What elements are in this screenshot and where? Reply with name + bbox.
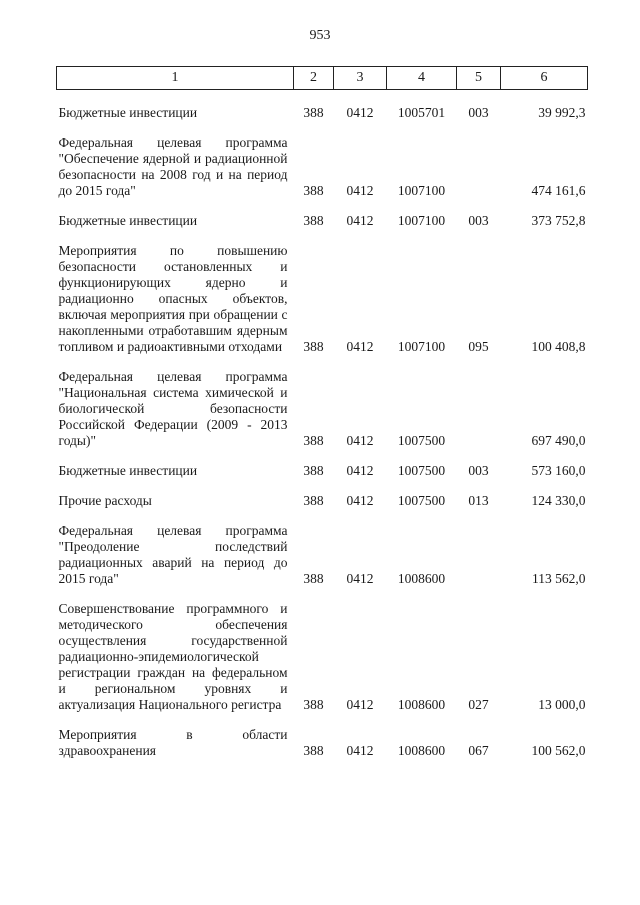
row-code-4: 1007100 bbox=[397, 339, 446, 354]
row-code-2: 388 bbox=[303, 697, 324, 712]
column-header-4: 4 bbox=[387, 67, 457, 90]
row-code-4: 1007500 bbox=[397, 493, 446, 508]
row-amount: 373 752,8 bbox=[531, 213, 586, 228]
row-code-5: 013 bbox=[468, 493, 489, 508]
table-row bbox=[57, 587, 588, 713]
row-code-2: 388 bbox=[303, 493, 324, 508]
row-name: Мероприятия в области здравоохранения bbox=[58, 727, 288, 758]
row-code-3: 0412 bbox=[346, 105, 374, 120]
row-code-3: 0412 bbox=[346, 183, 374, 198]
row-code-4: 1007500 bbox=[397, 433, 446, 448]
row-name: Совершенствование программного и методического обеспечения осуществления государственной радиационно-эпидемиологической регистрации граждан на федеральном и региональном уровнях и актуализация Национального регистра bbox=[58, 601, 288, 712]
row-code-2: 388 bbox=[303, 213, 324, 228]
row-name: Мероприятия по повышению безопасности остановленных и функционирующих ядерно и радиационно опасных объектов, включая мероприятия при обращении с накопленными отработавшим ядерным топливом и радиоактивными отходами bbox=[58, 243, 288, 354]
row-code-5 bbox=[457, 121, 501, 199]
row-code-5: 003 bbox=[468, 463, 489, 478]
column-header-2: 2 bbox=[294, 67, 334, 90]
row-amount: 124 330,0 bbox=[531, 493, 586, 508]
column-header-1: 1 bbox=[57, 67, 294, 90]
budget-table bbox=[56, 66, 588, 759]
row-code-2: 388 bbox=[303, 433, 324, 448]
table-row bbox=[57, 355, 588, 449]
row-amount: 100 562,0 bbox=[531, 743, 586, 758]
row-code-5: 003 bbox=[468, 105, 489, 120]
row-code-5: 067 bbox=[468, 743, 489, 758]
row-code-3: 0412 bbox=[346, 493, 374, 508]
table-row bbox=[57, 121, 588, 199]
row-code-5: 027 bbox=[468, 697, 489, 712]
table-header-row bbox=[57, 67, 588, 90]
column-header-6: 6 bbox=[501, 67, 588, 90]
row-amount: 573 160,0 bbox=[531, 463, 586, 478]
row-code-3: 0412 bbox=[346, 463, 374, 478]
row-code-3: 0412 bbox=[346, 571, 374, 586]
row-code-4: 1007500 bbox=[397, 463, 446, 478]
row-code-5: 095 bbox=[468, 339, 489, 354]
row-code-5: 003 bbox=[468, 213, 489, 228]
row-name: Прочие расходы bbox=[58, 493, 152, 508]
row-code-4: 1008600 bbox=[397, 697, 446, 712]
table-row bbox=[57, 90, 588, 122]
row-name: Федеральная целевая программа "Национальная система химической и биологической безопасности Российской Федерации (2009 - 2013 годы)" bbox=[58, 369, 288, 448]
row-code-2: 388 bbox=[303, 105, 324, 120]
row-amount: 39 992,3 bbox=[538, 105, 586, 120]
row-amount: 13 000,0 bbox=[538, 697, 586, 712]
row-code-3: 0412 bbox=[346, 743, 374, 758]
table-row bbox=[57, 199, 588, 229]
row-code-2: 388 bbox=[303, 339, 324, 354]
row-code-4: 1005701 bbox=[397, 105, 446, 120]
column-header-3: 3 bbox=[334, 67, 387, 90]
row-amount: 100 408,8 bbox=[531, 339, 586, 354]
row-code-3: 0412 bbox=[346, 697, 374, 712]
row-amount: 113 562,0 bbox=[532, 571, 586, 586]
row-amount: 697 490,0 bbox=[531, 433, 586, 448]
row-code-3: 0412 bbox=[346, 339, 374, 354]
row-code-4: 1007100 bbox=[397, 183, 446, 198]
table-row bbox=[57, 713, 588, 759]
row-code-4: 1008600 bbox=[397, 743, 446, 758]
row-name: Федеральная целевая программа "Обеспечение ядерной и радиационной безопасности на 2008 год и на период до 2015 года" bbox=[58, 135, 288, 198]
page-number: 953 bbox=[309, 28, 331, 43]
row-code-3: 0412 bbox=[346, 213, 374, 228]
row-code-2: 388 bbox=[303, 571, 324, 586]
table-row bbox=[57, 479, 588, 509]
row-name: Бюджетные инвестиции bbox=[58, 213, 198, 228]
row-code-2: 388 bbox=[303, 743, 324, 758]
row-name: Федеральная целевая программа "Преодоление последствий радиационных аварий на период до 2015 года" bbox=[58, 523, 288, 586]
row-code-2: 388 bbox=[303, 183, 324, 198]
row-name: Бюджетные инвестиции bbox=[58, 105, 198, 120]
row-code-4: 1007100 bbox=[397, 213, 446, 228]
table-row bbox=[57, 509, 588, 587]
column-header-5: 5 bbox=[457, 67, 501, 90]
row-code-5 bbox=[457, 355, 501, 449]
row-code-4: 1008600 bbox=[397, 571, 446, 586]
row-amount: 474 161,6 bbox=[531, 183, 586, 198]
row-code-5 bbox=[457, 509, 501, 587]
row-code-2: 388 bbox=[303, 463, 324, 478]
table-row bbox=[57, 449, 588, 479]
row-code-3: 0412 bbox=[346, 433, 374, 448]
table-row bbox=[57, 229, 588, 355]
row-name: Бюджетные инвестиции bbox=[58, 463, 198, 478]
